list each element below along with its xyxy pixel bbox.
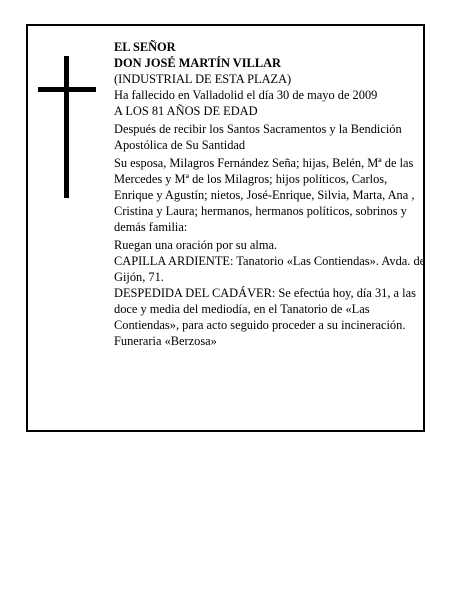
notice-title-line-1: EL SEÑOR: [114, 40, 176, 54]
funeral-home: Funeraria «Berzosa»: [114, 334, 217, 348]
chapel-info: CAPILLA ARDIENTE: Tanatorio «Las Contiendas». Avda. de Gijón, 71.: [114, 254, 426, 284]
deceased-name: DON JOSÉ MARTÍN VILLAR: [114, 56, 281, 70]
cross-icon: [38, 56, 96, 198]
sacraments-statement: Después de recibir los Santos Sacramentos y la Bendición Apostólica de Su Santidad: [114, 122, 402, 152]
death-statement: Ha fallecido en Valladolid el día 30 de mayo de 2009: [114, 88, 378, 102]
cross-vertical-bar: [64, 56, 69, 198]
cross-horizontal-bar: [38, 87, 96, 92]
obituary-notice: [26, 24, 425, 432]
prayer-request: Ruegan una oración por su alma.: [114, 238, 278, 252]
deceased-occupation: (INDUSTRIAL DE ESTA PLAZA): [114, 72, 292, 86]
farewell-info: DESPEDIDA DEL CADÁVER: Se efectúa hoy, día 31, a las doce y media del mediodía, en el Tanatorio de «Las Contiendas», para acto seguido proceder a su incineración.: [114, 286, 416, 332]
family-list: Su esposa, Milagros Fernández Seña; hijas, Belén, Mª de las Mercedes y Mª de los Milagros; hijos políticos, Carlos, Enrique y Agustín; nietos, José-Enrique, Silvia, Marta, Ana , Cristina y Laura; hermanos, hermanos políticos, sobrinos y demás familia:: [114, 156, 415, 234]
age-statement: A LOS 81 AÑOS DE EDAD: [114, 104, 258, 118]
notice-body: [114, 39, 426, 349]
